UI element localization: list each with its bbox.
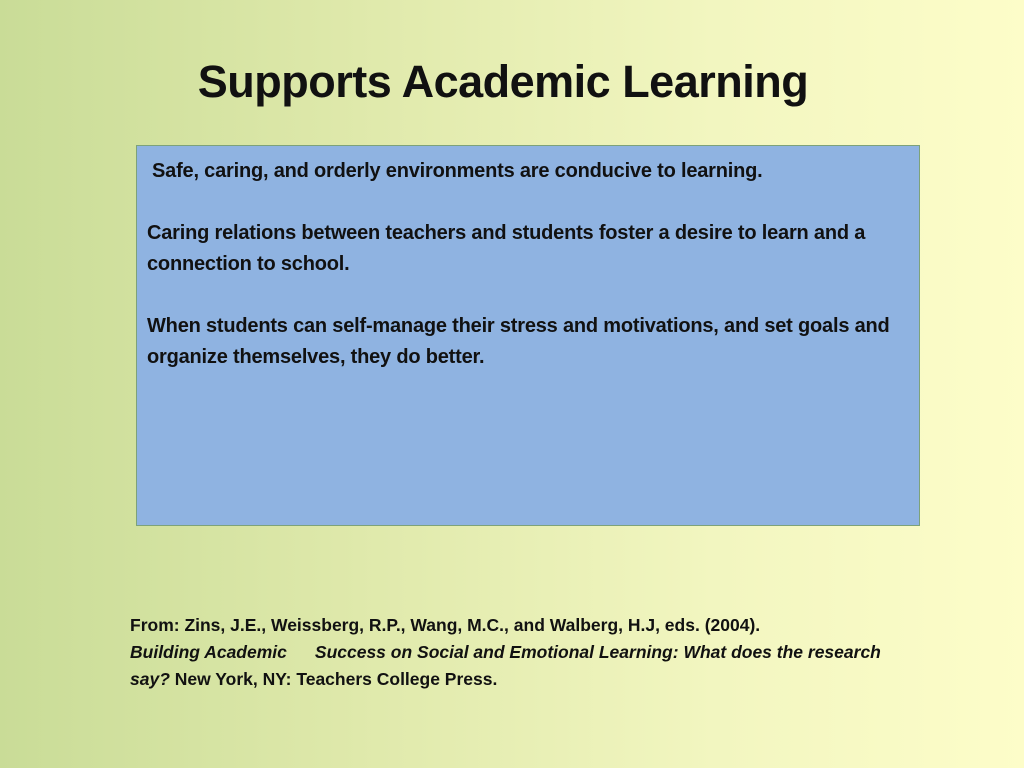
citation-publisher: New York, NY: Teachers College Press. bbox=[174, 669, 498, 689]
citation-book-title-part1: Building Academic bbox=[130, 642, 287, 662]
slide-title: Supports Academic Learning bbox=[197, 56, 809, 107]
citation-book-title-part2: Success on Social and Emotional Learning: What does the research say? bbox=[130, 642, 881, 689]
citation-prefix: From: Zins, J.E., Weissberg, R.P., Wang, M.C., and Walberg, H.J, eds. (2004). bbox=[130, 615, 761, 635]
paragraph-caring-relations: Caring relations between teachers and students foster a desire to learn and a connection to school. bbox=[147, 222, 866, 275]
paragraph-self-management: When students can self-manage their stress and motivations, and set goals and organize themselves, they do better. bbox=[147, 315, 890, 368]
citation bbox=[130, 612, 910, 693]
paragraph-environments: Safe, caring, and orderly environments are conducive to learning. bbox=[152, 160, 763, 182]
content-box bbox=[136, 145, 920, 526]
